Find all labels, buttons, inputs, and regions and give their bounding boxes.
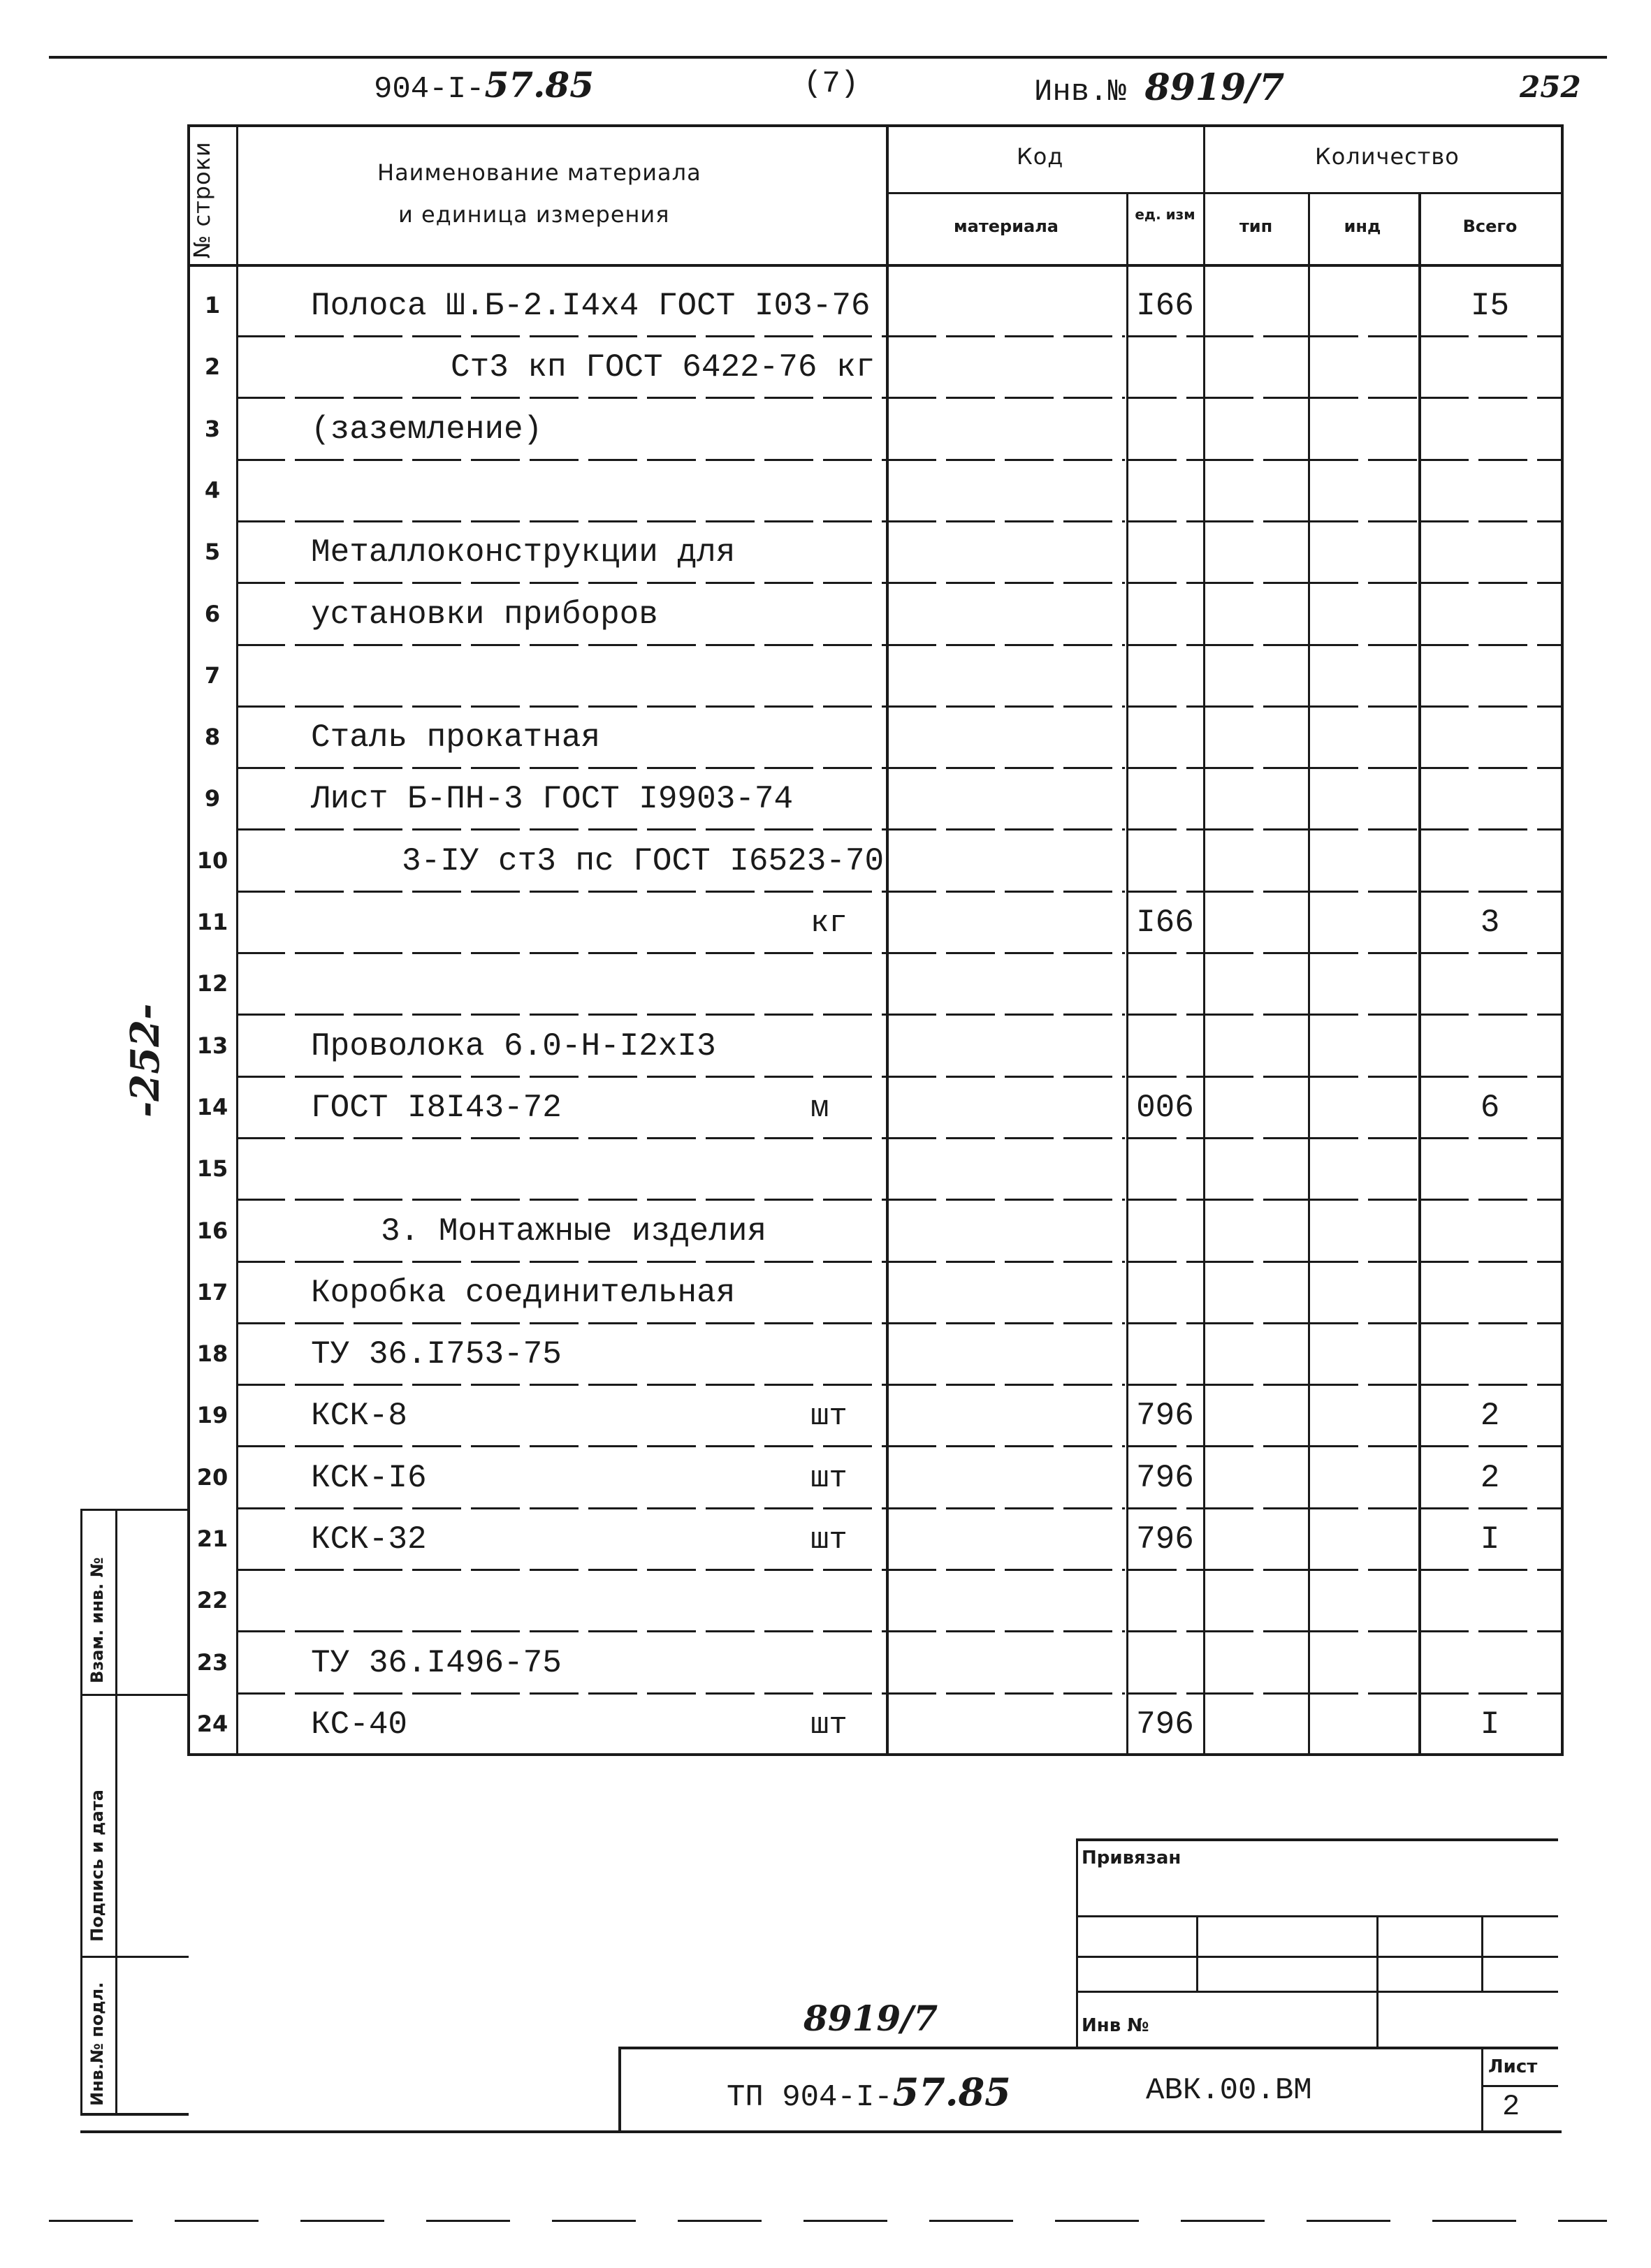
row-number: 24 [196,1711,228,1737]
stamp-privyazan: Привязан [1082,1848,1181,1868]
row-number: 7 [204,662,221,689]
row-number: 6 [204,601,221,627]
unit-code: 006 [1136,1090,1194,1126]
unit-of-measure: шт [810,1399,848,1434]
inventory-label: Инв.№ 8919/7 [1034,66,1285,110]
total-quantity: 2 [1480,1398,1500,1434]
material-name: КСК-8 [311,1398,408,1434]
material-name: КС-40 [311,1706,408,1743]
row-number: 3 [204,416,221,442]
row-number: 13 [196,1032,228,1059]
table-row [0,710,1651,771]
material-name: Полоса Ш.Б-2.I4х4 ГОСТ I03-76 [311,288,871,324]
table-row [0,1326,1651,1388]
page-marker: (7) [803,66,859,101]
table-row [0,1080,1651,1141]
material-name: Проволока 6.0-Н-I2хI3 [311,1028,716,1065]
code-header: Код [1017,143,1064,170]
total-quantity: 3 [1480,905,1500,941]
row-number: 14 [196,1094,228,1120]
table-row [0,339,1651,401]
material-name: ГОСТ I8I43-72 [311,1090,562,1126]
stamp-sheet-value: 2 [1502,2090,1520,2123]
page-number: 252 [1520,70,1581,104]
quantity-header: Количество [1315,143,1460,170]
material-name: ТУ 36.I496-75 [311,1645,562,1681]
table-row [0,648,1651,710]
material-code-header: материала [954,217,1059,236]
table-row [0,1018,1651,1080]
doc-series: 904-I-57.85 [374,64,595,107]
row-number: 8 [204,724,221,750]
unit-code: 796 [1136,1460,1194,1496]
inventory-number-handwritten: 8919/7 [1144,66,1285,109]
total-quantity: 6 [1480,1090,1500,1126]
margin-label-podpis: Подпись и дата [87,1790,107,1942]
total-quantity: I5 [1470,288,1510,324]
row-number: 18 [196,1340,228,1367]
unit-code: 796 [1136,1521,1194,1558]
row-number-header: № строки [189,141,215,258]
row-number: 22 [196,1587,228,1614]
stamp-inv-handwritten: 8919/7 [803,1998,938,2039]
margin-handwritten-page: -252- [122,1003,168,1118]
table-row [0,525,1651,586]
unit-code-header: ед. изм [1135,206,1195,223]
table-row [0,1388,1651,1449]
unit-of-measure: м [810,1091,829,1126]
table-row [0,1512,1651,1573]
table-row [0,587,1651,648]
ind-header: инд [1344,217,1381,236]
row-number: 1 [204,292,221,319]
margin-label-vzam: Взам. инв. № [87,1557,107,1683]
unit-code: 796 [1136,1706,1194,1743]
material-name: КСК-I6 [311,1460,427,1496]
total-header: Всего [1462,217,1518,236]
material-name: (заземление) [311,411,543,448]
name-header-line1: Наименование материала [377,159,701,186]
table-row [0,1635,1651,1697]
type-header: тип [1239,217,1273,236]
material-name: 3-IУ ст3 пс ГОСТ I6523-70 [402,843,885,879]
material-name: КСК-32 [311,1521,427,1558]
table-row [0,1203,1651,1265]
row-number: 2 [204,353,221,380]
stamp-tp-number-handwritten: 57.85 [892,2070,1011,2114]
stamp-document-code: АВК.00.ВМ [1146,2073,1312,2108]
row-number: 9 [204,785,221,812]
material-name: Коробка соединительная [311,1275,736,1311]
stamp-tp-code: ТП 904-I-57.85 [727,2070,1011,2115]
unit-of-measure: шт [810,1461,848,1496]
row-number: 23 [196,1649,228,1676]
table-row [0,1265,1651,1326]
row-number: 11 [196,909,228,935]
table-row [0,1697,1651,1758]
total-quantity: I [1480,1521,1500,1558]
row-number: 20 [196,1464,228,1491]
material-name: Сталь прокатная [311,719,601,756]
stamp-sheet-label: Лист [1488,2056,1538,2077]
row-number: 16 [196,1217,228,1244]
unit-code: I66 [1136,288,1194,324]
name-header-line2: и единица измерения [398,201,670,228]
row-number: 5 [204,539,221,565]
row-number: 12 [196,970,228,997]
material-name: Ст3 кп ГОСТ 6422-76 кг [451,349,875,386]
table-row [0,463,1651,525]
table-row [0,895,1651,956]
stamp-inv-label: Инв № [1082,2015,1149,2036]
table-row [0,1573,1651,1634]
unit-of-measure: шт [810,1523,848,1558]
row-number: 17 [196,1279,228,1305]
material-name: установки приборов [311,597,658,633]
material-name: Металлоконструкции для [311,534,736,571]
margin-label-inv-podl: Инв.№ подл. [87,1982,107,2106]
row-number: 19 [196,1402,228,1428]
unit-of-measure: шт [810,1708,848,1743]
row-number: 4 [204,477,221,504]
doc-number-handwritten: 57.85 [484,64,595,105]
top-rule [49,56,1607,59]
unit-of-measure: кг [810,906,848,941]
table-row [0,771,1651,833]
table-row [0,833,1651,895]
material-name: ТУ 36.I753-75 [311,1336,562,1373]
total-quantity: I [1480,1706,1500,1743]
row-number: 10 [196,847,228,874]
material-name: 3. Монтажные изделия [381,1213,767,1250]
material-name: Лист Б-ПН-3 ГОСТ I9903-74 [311,781,794,817]
table-row [0,1450,1651,1512]
table-row [0,402,1651,463]
table-row [0,278,1651,339]
table-row [0,1141,1651,1203]
row-number: 15 [196,1155,228,1182]
row-number: 21 [196,1526,228,1552]
unit-code: 796 [1136,1398,1194,1434]
total-quantity: 2 [1480,1460,1500,1496]
table-row [0,956,1651,1018]
unit-code: I66 [1136,905,1194,941]
